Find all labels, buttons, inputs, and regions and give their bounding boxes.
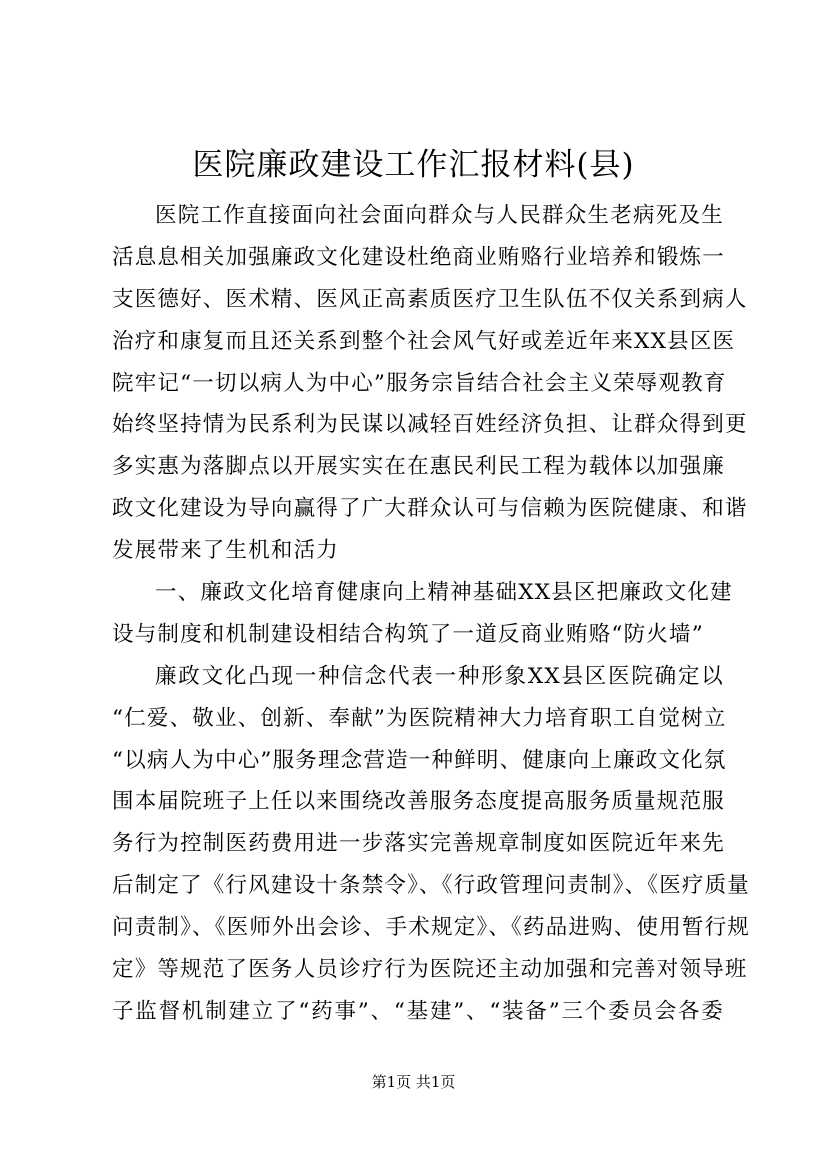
body-line: 始终坚持情为民系利为民谋以减轻百姓经济负担、让群众得到更 bbox=[112, 412, 748, 438]
body-line: 一、廉政文化培育健康向上精神基础XX县区把廉政文化建 bbox=[155, 580, 733, 606]
body-line: 医院工作直接面向社会面向群众与人民群众生老病死及生 bbox=[155, 203, 724, 228]
body-line: 院牢记“一切以病人为中心”服务宗旨结合社会主义荣辱观教育 bbox=[112, 370, 727, 396]
body-line: 活息息相关加强廉政文化建设杜绝商业贿赂行业培养和锻炼一 bbox=[112, 244, 725, 270]
body-line: 设与制度和机制建设相结合构筑了一道反商业贿赂“防火墙” bbox=[112, 621, 704, 647]
body-line: 定》等规范了医务人员诊疗行为医院还主动加强和完善对领导班 bbox=[112, 957, 748, 983]
body-line: 后制定了《行风建设十条禁令》、《行政管理问责制》、《医疗质量 bbox=[112, 873, 751, 899]
body-line: 围本届院班子上任以来围绕改善服务态度提高服务质量规范服 bbox=[112, 789, 725, 815]
body-line: 多实惠为落脚点以开展实实在在惠民利民工程为载体以加强廉 bbox=[112, 454, 725, 480]
body-line: 问责制》、《医师外出会诊、手术规定》、《药品进购、使用暂行规 bbox=[112, 915, 751, 941]
document-title: 医院廉政建设工作汇报材料(县) bbox=[192, 147, 635, 183]
body-line: 政文化建设为导向赢得了广大群众认可与信赖为医院健康、和谐 bbox=[112, 496, 748, 522]
body-line: “仁爱、敬业、创新、奉献”为医院精神大力培育职工自觉树立 bbox=[112, 705, 727, 731]
body-line: 务行为控制医药费用进一步落实完善规章制度如医院近年来先 bbox=[112, 831, 725, 857]
body-line: 治疗和康复而且还关系到整个社会风气好或差近年来XX县区医 bbox=[112, 328, 736, 354]
body-line: 廉政文化凸现一种信念代表一种形象XX县区医院确定以 bbox=[155, 663, 724, 689]
body-line: 支医德好、医术精、医风正高素质医疗卫生队伍不仅关系到病人 bbox=[112, 286, 748, 312]
body-line: “以病人为中心”服务理念营造一种鲜明、健康向上廉政文化氛 bbox=[112, 747, 727, 773]
body-line: 子监督机制建立了“药事”、“基建”、“装备”三个委员会各委 bbox=[112, 998, 724, 1024]
page-footer: 第1页 共1页 bbox=[371, 1073, 456, 1091]
body-line: 发展带来了生机和活力 bbox=[112, 538, 340, 564]
document-body bbox=[112, 195, 751, 1033]
